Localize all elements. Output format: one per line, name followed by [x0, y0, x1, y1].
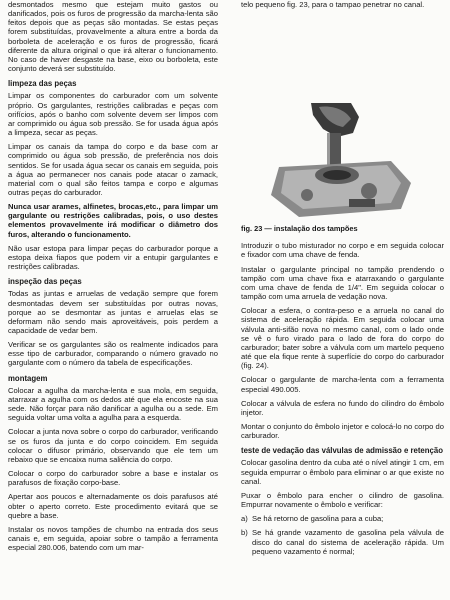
- limpeza-paragraph-3: Não usar estopa para limpar peças do carburador porque a estopa deixa fiapos que podem vir a entupir gargulantes e restrições calibradas.: [8, 243, 218, 272]
- figure-23-photo: [241, 103, 444, 221]
- montagem-paragraph-5: Instalar os novos tampões de chumbo na entrada dos seus canais e, em seguida, apoiar sobre o tampão a ferramenta especial 280.006, batendo com um mar-: [8, 524, 218, 553]
- right-paragraph-7: Colocar gasolina dentro da cuba até o nível atingir 1 cm, em seguida empurrar o êmbolo para eliminar o ar que existe no canal.: [241, 458, 444, 486]
- list-item-key: a): [241, 514, 248, 524]
- montagem-paragraph-2: Colocar a junta nova sobre o corpo do carburador, verificando se os furos da junta e do corpo coincidem. Em seguida colocar o difusor primário, observando que ele tem um rebaixo que se encaixa numa saliência do corpo.: [8, 427, 218, 464]
- heading-limpeza: limpeza das peças: [8, 79, 77, 89]
- right-paragraph-8: Puxar o êmbolo para encher o cilindro de gasolina. Empurrar novamente o êmbolo e verificar:: [241, 490, 444, 510]
- right-paragraph-4: Colocar o gargulante de marcha-lenta com a ferramenta especial 490.005.: [241, 375, 444, 394]
- heading-inspecao: inspeção das peças: [8, 277, 82, 287]
- montagem-paragraph-3: Colocar o corpo do carburador sobre a base e instalar os parafusos de fixação corpo-base.: [8, 469, 218, 488]
- right-paragraph-1: Introduzir o tubo misturador no corpo e em seguida colocar e fixador com uma chave de fenda.: [241, 241, 444, 260]
- intro-paragraph: desmontados mesmo que estejam muito gastos ou danificados, pois os furos de progressão da marcha-lenta são feitos depois que as peças são montadas. Se estas peças forem substituídas, provavelmente a altura entre a borda da borboleta de aceleração e os furos de progressão, ficará diferente da altura original o que irá alterar o funcionamento. No caso de haver desgaste na base, eixo ou borboleta, este conjunto deverá ser substituído.: [8, 0, 218, 74]
- montagem-paragraph-1: Colocar a agulha da marcha-lenta e sua mola, em seguida, atarraxar a agulha com os dedos até que ela encoste na sua sede. Não forçar para não danificar a agulha ou a sede. Em seguida voltar uma volta a agulha para a esquerda.: [8, 385, 218, 423]
- right-paragraph-5: Colocar a válvula de esfera no fundo do cilindro do êmbolo injetor.: [241, 398, 444, 417]
- continuation-paragraph: telo pequeno fig. 23, para o tampao penetrar no canal.: [241, 0, 425, 9]
- left-column: [8, 0, 218, 557]
- list-item-text: Se há retorno de gasolina para a cuba;: [252, 514, 384, 524]
- list-item-text: Se há grande vazamento de gasolina pela válvula de disco do canal do sistema de aceleração rápida. Um pequeno vazamento é normal;: [252, 528, 444, 556]
- montagem-paragraph-4: Apertar aos poucos e alternadamente os dois parafusos até obter o aperto correto. Este procedimento evitará que se quebre a base.: [8, 492, 218, 520]
- inspecao-paragraph-2: Verificar se os gargulantes são os realmente indicados para esse tipo de carburador, comparando o número gravado no gargulante com o número da tabela de especificações.: [8, 340, 218, 368]
- list-item: [241, 528, 444, 555]
- heading-montagem: montagem: [8, 373, 48, 383]
- list-item-key: b): [241, 528, 248, 538]
- right-paragraph-3: Colocar a esfera, o contra-peso e a arruela no canal do sistema de aceleração rápida. Em seguida colocar uma válvula anti-sifão nova no mesmo canal, com o lado onde se vê o furo virado para o lado de fora do corpo do carburador; bater sobre a válvula com um martelo pequeno até que ela fique rente à superfície do corpo do carburador (fig. 24).: [241, 306, 444, 371]
- carburator-tamping-illustration: [241, 103, 444, 221]
- figure-23-caption: fig. 23 — instalação dos tampões: [241, 224, 358, 234]
- right-paragraph-6: Montar o conjunto do êmbolo injetor e colocá-lo no corpo do carburador.: [241, 421, 444, 441]
- limpeza-paragraph-2: Limpar os canais da tampa do corpo e da base com ar comprimido ou água sob pressão, de preferência nos dois sentidos. Se for usada água secar os canais em seguida, pois a água ao permanecer nos canais pode atacar o zamack, material com o qual são feitos tampa e corpo e algumas outras peças do carburador.: [8, 142, 218, 197]
- right-paragraph-2: Instalar o gargulante principal no tampão prendendo o tampão com uma chave fixa e atarraxando o gargulante com uma chave de fenda de 1/4". Em seguida colocar o tampão com uma arruela de vedação nova.: [241, 264, 444, 302]
- inspecao-paragraph-1: Todas as juntas e arruelas de vedação sempre que forem desmontadas devem ser substituídas por outras novas, porque ao se desmontar as juntas e arruelas elas se deformam não sendo mais aproveitáveis, pois perdem a capacidade de vedar bem.: [8, 289, 218, 335]
- warning-paragraph: Nunca usar arames, alfinetes, brocas,etc., para limpar um gargulante ou restrições calibradas, pois, o uso destes elementos provavelmente irá modificar o diâmetro dos furos, alterando o funcionamento.: [8, 202, 218, 239]
- limpeza-paragraph-1: Limpar os componentes do carburador com um solvente próprio. Os gargulantes, restrições calibradas e peças com orifícios, após o banho com solvente devem ser limpos com ar comprimido ou água sob pressão. Se for usada água após a limpeza, secar as peças.: [8, 91, 218, 138]
- list-item: [241, 514, 444, 523]
- heading-teste-vedacao: teste de vedação das válvulas de admissão e retenção: [241, 446, 443, 456]
- right-column: [241, 0, 444, 561]
